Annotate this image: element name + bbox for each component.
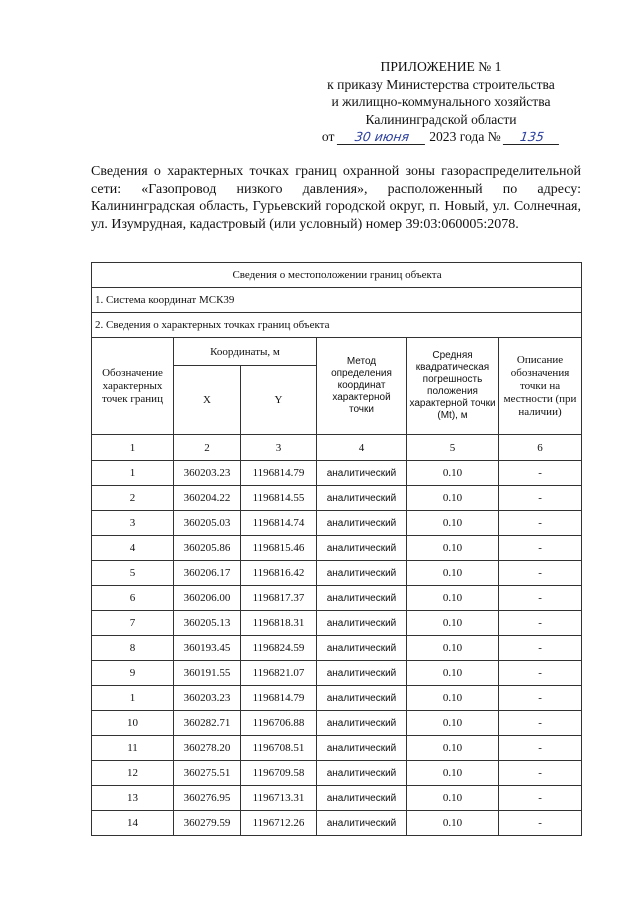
table-row — [92, 811, 582, 836]
x-coordinate-cell: 360279.59 — [174, 811, 241, 836]
y-coordinate-cell: 1196817.37 — [241, 586, 317, 611]
section-2-row — [92, 313, 582, 338]
point-cell: 1 — [92, 686, 174, 711]
table-row — [92, 486, 582, 511]
date-prefix: от — [321, 129, 335, 145]
column-number: 6 — [499, 435, 582, 461]
x-coordinate-cell: 360205.03 — [174, 511, 241, 536]
x-coordinate-cell: 360203.23 — [174, 686, 241, 711]
appendix-header — [300, 58, 582, 146]
point-cell: 13 — [92, 786, 174, 811]
point-cell: 3 — [92, 511, 174, 536]
col-header-description: Описание обозначения точки на местности (при наличии) — [499, 338, 582, 435]
handwritten-date: 30 июня — [337, 129, 427, 145]
method-cell: аналитический — [317, 486, 407, 511]
column-number: 3 — [241, 435, 317, 461]
method-cell: аналитический — [317, 786, 407, 811]
y-coordinate-cell: 1196818.31 — [241, 611, 317, 636]
x-coordinate-cell: 360206.17 — [174, 561, 241, 586]
description-cell: - — [499, 611, 582, 636]
appendix-title: ПРИЛОЖЕНИЕ № 1 — [380, 59, 502, 74]
y-coordinate-cell: 1196814.74 — [241, 511, 317, 536]
error-cell: 0.10 — [407, 461, 499, 486]
y-coordinate-cell: 1196814.79 — [241, 461, 317, 486]
description-cell: - — [499, 586, 582, 611]
method-cell: аналитический — [317, 661, 407, 686]
error-cell: 0.10 — [407, 761, 499, 786]
error-cell: 0.10 — [407, 511, 499, 536]
point-cell: 10 — [92, 711, 174, 736]
error-cell: 0.10 — [407, 686, 499, 711]
error-cell: 0.10 — [407, 786, 499, 811]
point-cell: 9 — [92, 661, 174, 686]
date-suffix: 2023 года № — [429, 129, 501, 145]
col-header-point: Обозначение характерных точек границ — [92, 338, 174, 435]
error-cell: 0.10 — [407, 586, 499, 611]
description-cell: - — [499, 486, 582, 511]
point-cell: 8 — [92, 636, 174, 661]
error-cell: 0.10 — [407, 811, 499, 836]
method-cell: аналитический — [317, 636, 407, 661]
point-cell: 11 — [92, 736, 174, 761]
table-row — [92, 561, 582, 586]
method-cell: аналитический — [317, 711, 407, 736]
x-coordinate-cell: 360205.13 — [174, 611, 241, 636]
section-1-row — [92, 288, 582, 313]
table-title-row — [92, 263, 582, 288]
y-coordinate-cell: 1196708.51 — [241, 736, 317, 761]
boundary-points-table — [91, 262, 582, 836]
y-coordinate-cell: 1196824.59 — [241, 636, 317, 661]
table-row — [92, 711, 582, 736]
column-number: 4 — [317, 435, 407, 461]
description-cell: - — [499, 561, 582, 586]
point-cell: 1 — [92, 461, 174, 486]
col-header-y: Y — [241, 366, 317, 435]
y-coordinate-cell: 1196814.79 — [241, 686, 317, 711]
column-number: 5 — [407, 435, 499, 461]
point-cell: 2 — [92, 486, 174, 511]
description-cell: - — [499, 511, 582, 536]
table-row — [92, 511, 582, 536]
x-coordinate-cell: 360203.23 — [174, 461, 241, 486]
table-row — [92, 761, 582, 786]
method-cell: аналитический — [317, 611, 407, 636]
description-cell: - — [499, 711, 582, 736]
y-coordinate-cell: 1196713.31 — [241, 786, 317, 811]
y-coordinate-cell: 1196821.07 — [241, 661, 317, 686]
description-cell: - — [499, 811, 582, 836]
y-coordinate-cell: 1196706.88 — [241, 711, 317, 736]
method-cell: аналитический — [317, 561, 407, 586]
column-numbers-row — [92, 435, 582, 461]
error-cell: 0.10 — [407, 661, 499, 686]
table-row — [92, 786, 582, 811]
description-cell: - — [499, 786, 582, 811]
table-row — [92, 536, 582, 561]
appendix-line-4: Калининградской области — [365, 111, 517, 127]
col-header-error: Средняя квадратическая погрешность положения характерной точки (Mt), м — [407, 338, 499, 435]
x-coordinate-cell: 360191.55 — [174, 661, 241, 686]
y-coordinate-cell: 1196816.42 — [241, 561, 317, 586]
x-coordinate-cell: 360282.71 — [174, 711, 241, 736]
table-row — [92, 461, 582, 486]
point-cell: 4 — [92, 536, 174, 561]
table-title: Сведения о местоположении границ объекта — [92, 263, 582, 288]
description-cell: - — [499, 686, 582, 711]
point-cell: 7 — [92, 611, 174, 636]
description-cell: - — [499, 536, 582, 561]
method-cell: аналитический — [317, 736, 407, 761]
x-coordinate-cell: 360205.86 — [174, 536, 241, 561]
method-cell: аналитический — [317, 686, 407, 711]
section-2-points: 2. Сведения о характерных точках границ объекта — [92, 313, 582, 338]
description-cell: - — [499, 761, 582, 786]
error-cell: 0.10 — [407, 611, 499, 636]
point-cell: 6 — [92, 586, 174, 611]
table-row — [92, 686, 582, 711]
point-cell: 12 — [92, 761, 174, 786]
y-coordinate-cell: 1196814.55 — [241, 486, 317, 511]
column-number: 1 — [92, 435, 174, 461]
method-cell: аналитический — [317, 586, 407, 611]
column-number: 2 — [174, 435, 241, 461]
point-cell: 5 — [92, 561, 174, 586]
header-row-1 — [92, 338, 582, 366]
error-cell: 0.10 — [407, 736, 499, 761]
table-row — [92, 611, 582, 636]
x-coordinate-cell: 360278.20 — [174, 736, 241, 761]
appendix-line-3: и жилищно-коммунального хозяйства — [331, 94, 551, 110]
description-cell: - — [499, 636, 582, 661]
description-cell: - — [499, 736, 582, 761]
col-header-coords: Координаты, м — [174, 338, 317, 366]
error-cell: 0.10 — [407, 711, 499, 736]
y-coordinate-cell: 1196709.58 — [241, 761, 317, 786]
y-coordinate-cell: 1196815.46 — [241, 536, 317, 561]
table-row — [92, 636, 582, 661]
method-cell: аналитический — [317, 461, 407, 486]
col-header-x: X — [174, 366, 241, 435]
description-cell: - — [499, 661, 582, 686]
col-header-method: Метод определения координат характерной точки — [317, 338, 407, 435]
y-coordinate-cell: 1196712.26 — [241, 811, 317, 836]
method-cell: аналитический — [317, 536, 407, 561]
table-row — [92, 586, 582, 611]
method-cell: аналитический — [317, 811, 407, 836]
description-cell: - — [499, 461, 582, 486]
x-coordinate-cell: 360275.51 — [174, 761, 241, 786]
error-cell: 0.10 — [407, 486, 499, 511]
order-date-line — [300, 128, 582, 146]
x-coordinate-cell: 360204.22 — [174, 486, 241, 511]
table-row — [92, 736, 582, 761]
error-cell: 0.10 — [407, 561, 499, 586]
x-coordinate-cell: 360193.45 — [174, 636, 241, 661]
intro-paragraph: Сведения о характерных точках границ охранной зоны газораспределительной сети: «Газопровод низкого давления», расположенный по адресу: Калининградская область, Гурьевский городской округ, п. Новый, ул. Солнечная, ул. Изумрудная, кадастровый (или условный) номер 39:03:060005:2078. — [91, 164, 581, 232]
table-row — [92, 661, 582, 686]
section-1-coordinate-system: 1. Система координат МСК39 — [92, 288, 582, 313]
error-cell: 0.10 — [407, 536, 499, 561]
method-cell: аналитический — [317, 511, 407, 536]
point-cell: 14 — [92, 811, 174, 836]
error-cell: 0.10 — [407, 636, 499, 661]
appendix-line-2: к приказу Министерства строительства — [327, 76, 555, 92]
x-coordinate-cell: 360276.95 — [174, 786, 241, 811]
method-cell: аналитический — [317, 761, 407, 786]
x-coordinate-cell: 360206.00 — [174, 586, 241, 611]
handwritten-order-number: 135 — [503, 129, 561, 145]
